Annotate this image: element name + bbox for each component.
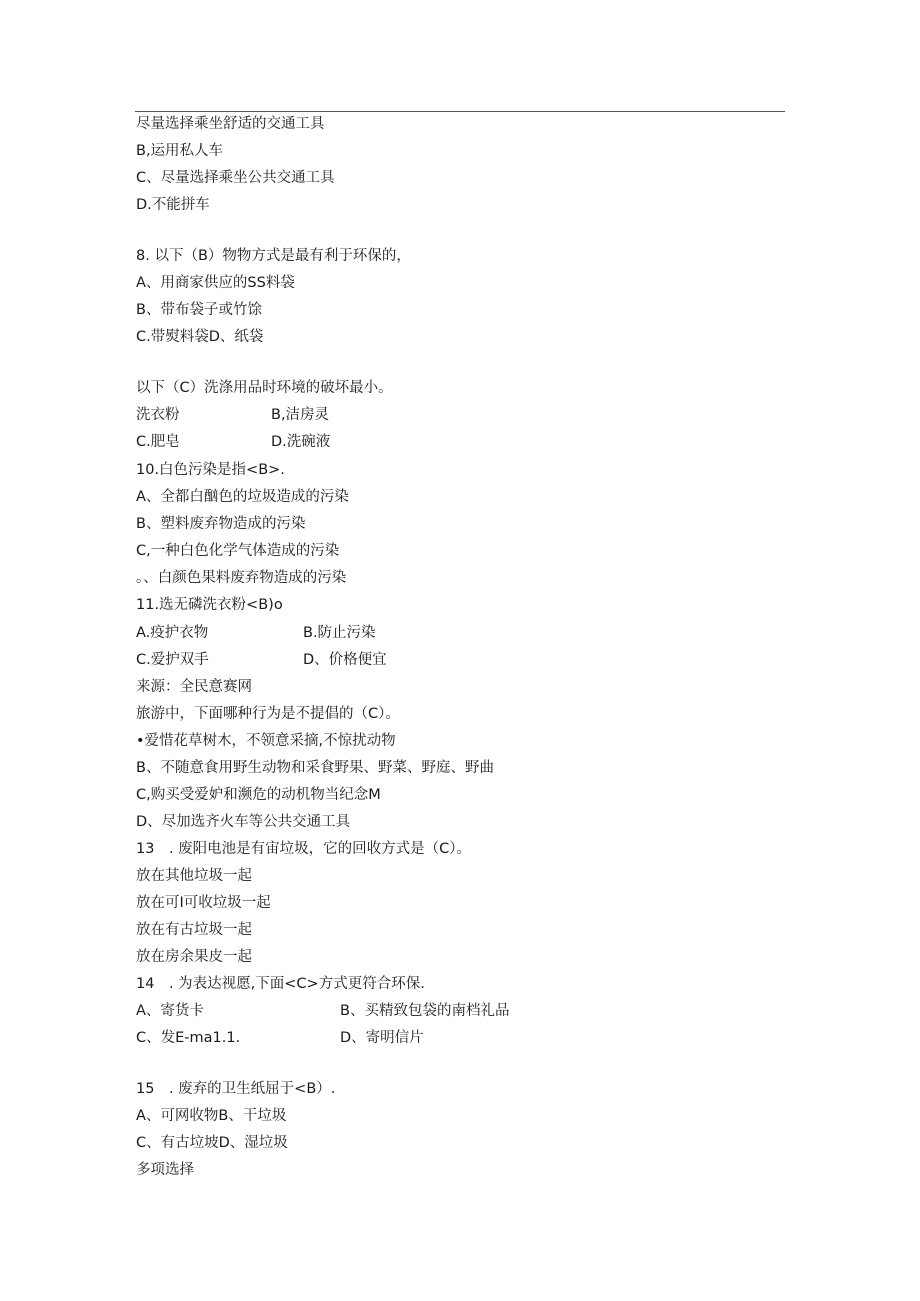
- option-d: D.洗碗液: [271, 434, 331, 450]
- question-12: 旅游中，下面哪种行为是不提倡的（C）。: [136, 706, 400, 722]
- option-line: B、塑料废弃物造成的污染: [136, 516, 306, 532]
- option-line: 放在可I可收垃圾一起: [136, 895, 271, 911]
- option-line: D.不能拼车: [136, 197, 210, 213]
- option-line: C,购买受爱妒和濒危的动机物当纪念M: [136, 787, 381, 803]
- header-rule: [135, 111, 785, 112]
- option-c: C、发E-ma1.1.: [136, 1030, 241, 1046]
- option-line: B、不随意食用野生动物和采食野果、野菜、野庭、野曲: [136, 760, 494, 776]
- question-11: 11.选无磷洗衣粉<B)o: [136, 597, 283, 613]
- option-line: •爱惜花草树木，不领意采摘,不惊扰动物: [136, 733, 396, 749]
- option-line: 放在其他垃圾一起: [136, 868, 252, 884]
- option-line: A、可网收物B、干垃圾: [136, 1108, 287, 1124]
- option-line: C,一种白色化学气体造成的污染: [136, 543, 340, 559]
- option-line: 放在房余果皮一起: [136, 949, 252, 965]
- option-line: D、尽加选齐火车等公共交通工具: [136, 814, 351, 830]
- option-b: B.防止污染: [303, 625, 376, 641]
- option-d: D、价格便宜: [303, 652, 387, 668]
- option-c: C.爱护双手: [136, 652, 209, 668]
- question-15: 15 . 废弃的卫生纸屈于<B）.: [136, 1081, 336, 1097]
- option-line: C.带熨料袋D、纸袋: [136, 329, 264, 345]
- option-line: C、尽量选择乘坐公共交通工具: [136, 170, 335, 186]
- option-line: A、全都白酗色的垃圾造成的污染: [136, 489, 349, 505]
- option-line: 。、白颜色果料废弃物造成的污染: [136, 570, 347, 586]
- source-line: 来源：全民意赛网: [136, 679, 252, 695]
- question-8: 8. 以下（B）物物方式是最有利于环保的，: [136, 248, 411, 264]
- question-13: 13 . 废阳电池是有宙垃圾，它的回收方式是（C）。: [136, 841, 472, 857]
- option-line: B,运用私人车: [136, 143, 224, 159]
- section-heading: 多项选择: [136, 1162, 194, 1178]
- question-9: 以下（C）洗涤用品时环境的破坏最小。: [136, 380, 393, 396]
- option-a: A.疫护衣物: [136, 625, 209, 641]
- option-d: D、寄明信片: [340, 1030, 424, 1046]
- option-c: C.肥皂: [136, 434, 180, 450]
- question-14: 14 . 为表达视愿,下面<C>方式更符合环保.: [136, 976, 425, 992]
- option-a: 洗衣粉: [136, 407, 180, 423]
- question-10: 10.白色污染是指<B>.: [136, 462, 285, 478]
- option-line: B、带布袋子或竹馀: [136, 302, 262, 318]
- option-line: 尽量选择乘坐舒适的交通工具: [136, 116, 325, 132]
- option-b: B,洁房灵: [271, 407, 330, 423]
- option-b: B、买精致包袋的南档礼品: [340, 1003, 510, 1019]
- option-line: 放在有古垃圾一起: [136, 922, 252, 938]
- option-line: C、有古垃坡D、湿垃圾: [136, 1135, 288, 1151]
- option-a: A、寄货卡: [136, 1003, 204, 1019]
- option-line: A、用商家供应的SS料袋: [136, 275, 295, 291]
